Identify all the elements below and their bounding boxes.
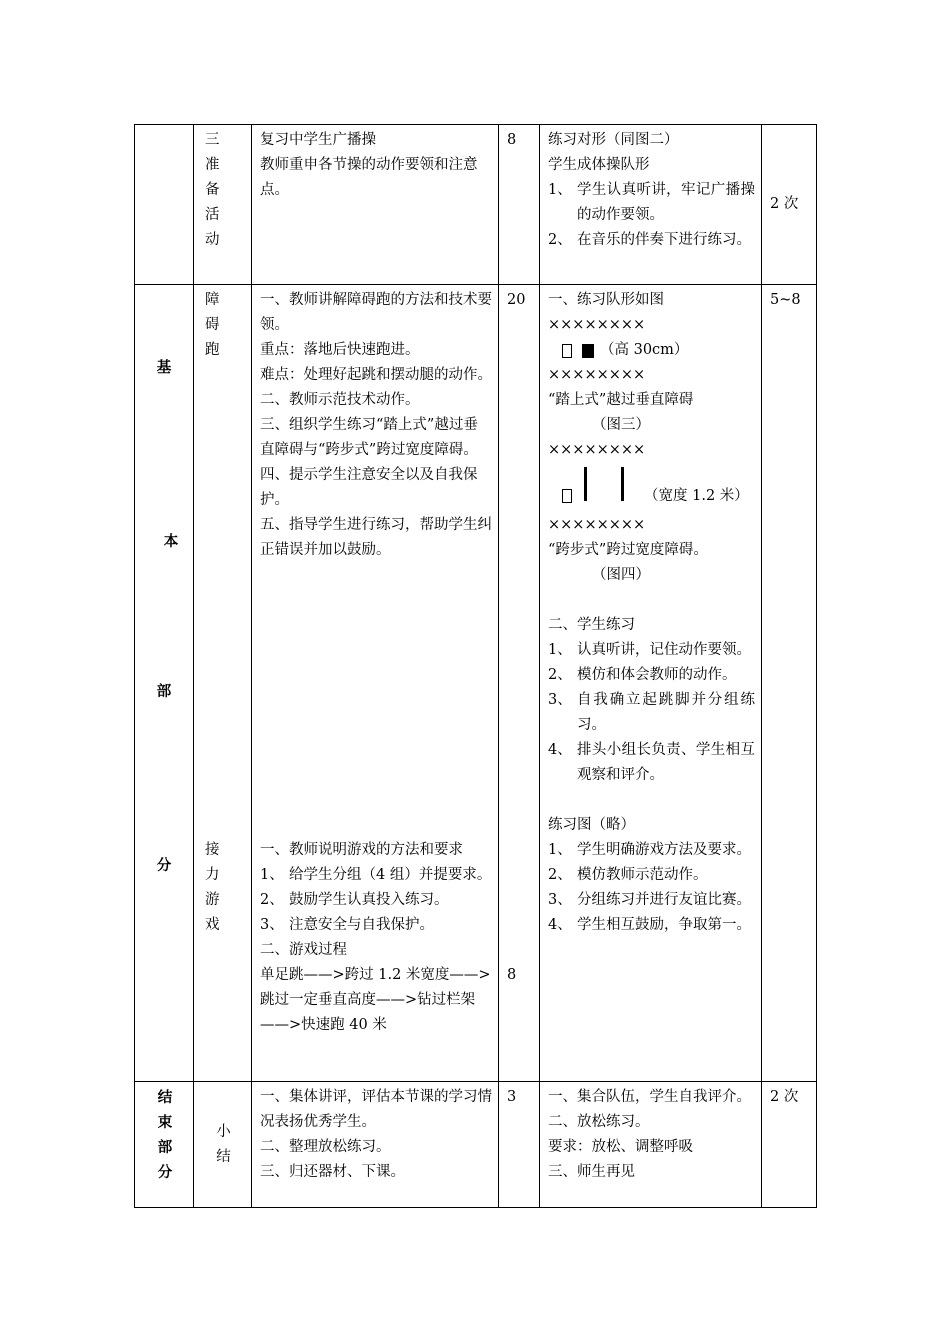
org-line: 练习对形（同图二） bbox=[548, 132, 679, 148]
list-item: 2、 在音乐的伴奏下进行练习。 bbox=[548, 232, 751, 248]
time-cell-prep: 8 bbox=[499, 125, 540, 285]
width-label: （宽度 1.2 米） bbox=[644, 487, 749, 504]
list-item: 4、 排头小组长负责、学生相互观察和评介。 bbox=[548, 742, 755, 783]
figure-three-diagram bbox=[548, 338, 755, 363]
content-line: 一、教师说明游戏的方法和要求 bbox=[260, 842, 463, 858]
org-line: 练习图（略） bbox=[548, 817, 635, 833]
org-cell-end bbox=[540, 1082, 762, 1208]
hurdle-icon bbox=[582, 344, 594, 358]
section-cell-prep bbox=[135, 125, 194, 285]
section-char: 分 bbox=[157, 1164, 173, 1181]
section-char: 基 bbox=[156, 359, 172, 376]
time-value: 20 bbox=[507, 292, 526, 308]
list-item: 1、 学生认真听讲，牢记广播操的动作要领。 bbox=[548, 182, 755, 223]
topic-char: 备 bbox=[205, 182, 220, 198]
org-cell-prep bbox=[540, 125, 762, 285]
org-line: 一、练习队形如图 bbox=[548, 292, 664, 308]
list-item: 2、 模仿和体会教师的动作。 bbox=[548, 667, 737, 683]
lesson-plan-table bbox=[134, 124, 817, 1208]
topic-char: 戏 bbox=[205, 917, 220, 933]
topic-char: 准 bbox=[205, 157, 220, 173]
times-cell-end: 2 次 bbox=[762, 1082, 817, 1208]
content-line: 难点：处理好起跳和摆动腿的动作。 bbox=[260, 367, 492, 383]
crosses-row: ×××××××× bbox=[548, 317, 646, 333]
content-line: 教师重申各节操的动作要领和注意点。 bbox=[260, 157, 478, 198]
section-char: 分 bbox=[156, 857, 172, 874]
content-line: 复习中学生广播操 bbox=[260, 132, 376, 148]
list-item: 1、 给学生分组（4 组）并提要求。 bbox=[260, 867, 492, 883]
figure-caption: “踏上式”越过垂直障碍 bbox=[548, 392, 694, 408]
content-line: 三、归还器材、下课。 bbox=[260, 1164, 405, 1180]
topic-cell-main bbox=[194, 285, 252, 1082]
table-row-end bbox=[135, 1082, 817, 1208]
content-line: 二、游戏过程 bbox=[260, 942, 347, 958]
height-label: （高 30cm） bbox=[600, 342, 689, 358]
section-char: 部 bbox=[156, 683, 172, 700]
content-cell-end bbox=[252, 1082, 499, 1208]
topic-char: 跑 bbox=[205, 342, 220, 358]
content-line: 一、集体讲评，评估本节课的学习情况表扬优秀学生。 bbox=[260, 1089, 492, 1130]
student-marker-icon bbox=[562, 344, 572, 358]
list-item: 2、 鼓励学生认真投入练习。 bbox=[260, 892, 449, 908]
list-item: 3、 自我确立起跳脚并分组练习。 bbox=[548, 692, 755, 733]
org-line: 二、学生练习 bbox=[548, 617, 635, 633]
section-cell-main bbox=[135, 285, 194, 1082]
content-line: 单足跳——>跨过 1.2 米宽度——>跳过一定垂直高度——>钻过栏架——>快速跑 40 米 bbox=[260, 967, 491, 1033]
crosses-row: ×××××××× bbox=[548, 442, 646, 458]
content-line: 一、教师讲解障碍跑的方法和技术要领。 bbox=[260, 292, 492, 333]
topic-char: 三 bbox=[205, 132, 220, 148]
student-marker-icon bbox=[562, 489, 572, 503]
topic-char: 碍 bbox=[205, 317, 220, 333]
topic-char: 障 bbox=[205, 292, 220, 308]
width-bar-icon bbox=[621, 467, 624, 501]
section-cell-end bbox=[135, 1082, 194, 1208]
time-value: 8 bbox=[507, 967, 517, 983]
content-line: 二、整理放松练习。 bbox=[260, 1139, 391, 1155]
figure-label: （图四） bbox=[592, 567, 650, 583]
figure-caption: “跨步式”跨过宽度障碍。 bbox=[548, 542, 708, 558]
section-char: 结 bbox=[157, 1089, 173, 1106]
topic-char: 小 bbox=[216, 1123, 231, 1140]
times-cell-main: 5~8 bbox=[762, 285, 817, 1082]
topic-char: 动 bbox=[205, 232, 220, 248]
org-line: 二、放松练习。 bbox=[548, 1114, 650, 1130]
content-line: 三、组织学生练习“踏上式”越过垂直障碍与“跨步式”跨过宽度障碍。 bbox=[260, 417, 478, 458]
section-char: 本 bbox=[163, 533, 179, 550]
org-line: 要求：放松、调整呼吸 bbox=[548, 1139, 693, 1155]
table-row-prep bbox=[135, 125, 817, 285]
section-char: 部 bbox=[157, 1139, 173, 1156]
list-item: 3、 分组练习并进行友谊比赛。 bbox=[548, 892, 751, 908]
content-line: 五、指导学生进行练习，帮助学生纠正错误并加以鼓励。 bbox=[260, 517, 492, 558]
topic-char: 接 bbox=[205, 842, 220, 858]
list-item: 2、 模仿教师示范动作。 bbox=[548, 867, 708, 883]
figure-four-diagram bbox=[548, 463, 755, 513]
content-cell-prep bbox=[252, 125, 499, 285]
topic-char: 力 bbox=[205, 867, 220, 883]
list-item: 1、 学生明确游戏方法及要求。 bbox=[548, 842, 751, 858]
org-line: 三、师生再见 bbox=[548, 1164, 635, 1180]
topic-char: 结 bbox=[216, 1148, 231, 1165]
crosses-row: ×××××××× bbox=[548, 517, 646, 533]
list-item: 3、 注意安全与自我保护。 bbox=[260, 917, 434, 933]
topic-cell-end bbox=[194, 1082, 252, 1208]
org-line: 一、集合队伍，学生自我评介。 bbox=[548, 1089, 751, 1105]
figure-label: （图三） bbox=[592, 417, 650, 433]
width-bar-icon bbox=[584, 467, 587, 501]
topic-char: 游 bbox=[205, 892, 220, 908]
section-char: 束 bbox=[157, 1114, 173, 1131]
org-cell-main bbox=[540, 285, 762, 1082]
table-row-main bbox=[135, 285, 817, 1082]
time-cell-end: 3 bbox=[499, 1082, 540, 1208]
list-item: 1、 认真听讲，记住动作要领。 bbox=[548, 642, 751, 658]
list-item: 4、 学生相互鼓励，争取第一。 bbox=[548, 917, 751, 933]
org-line: 学生成体操队形 bbox=[548, 157, 650, 173]
content-cell-main bbox=[252, 285, 499, 1082]
content-line: 四、提示学生注意安全以及自我保护。 bbox=[260, 467, 478, 508]
crosses-row: ×××××××× bbox=[548, 367, 646, 383]
content-line: 重点：落地后快速跑进。 bbox=[260, 342, 420, 358]
topic-char: 活 bbox=[205, 207, 220, 223]
topic-cell-prep bbox=[194, 125, 252, 285]
time-cell-main bbox=[499, 285, 540, 1082]
times-cell-prep: 2 次 bbox=[762, 125, 817, 285]
content-line: 二、教师示范技术动作。 bbox=[260, 392, 420, 408]
